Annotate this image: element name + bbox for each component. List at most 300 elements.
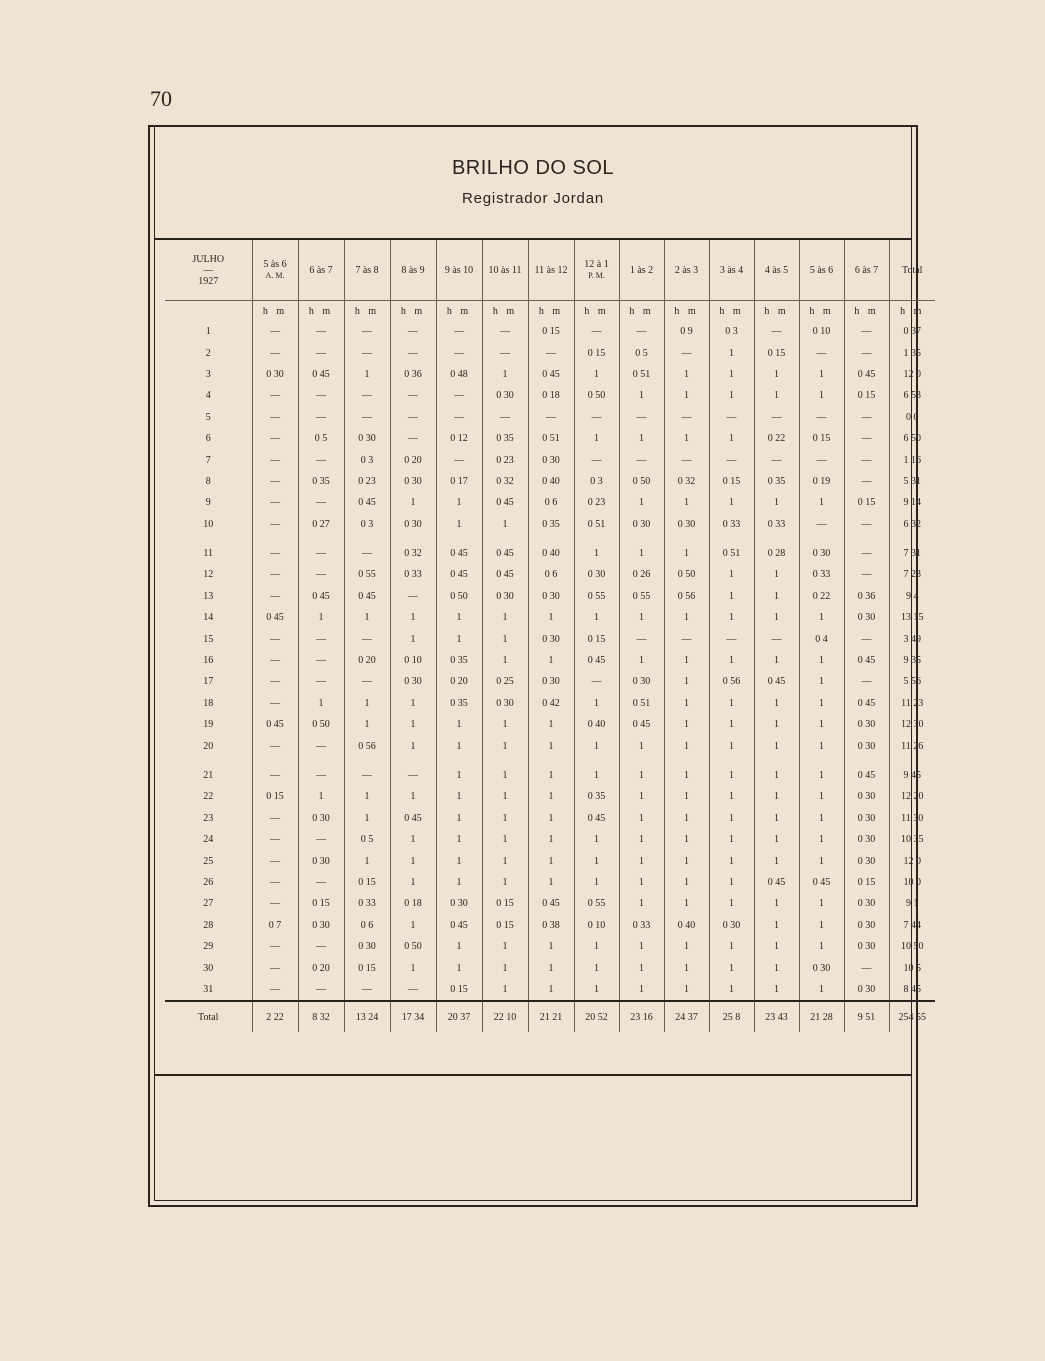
hour-cell: 1	[482, 850, 528, 871]
hour-cell: 1	[482, 607, 528, 628]
hour-cell: 1	[390, 829, 436, 850]
hour-cell: 1	[390, 714, 436, 735]
hour-cell: 0 10	[390, 650, 436, 671]
spacer-cell	[252, 757, 298, 765]
hour-cell: 0 40	[664, 915, 709, 936]
hour-cell: —	[844, 471, 889, 492]
hour-cell: —	[528, 407, 574, 428]
table-row	[165, 693, 935, 714]
hour-cell: 1	[436, 735, 482, 756]
table-row	[165, 872, 935, 893]
hour-cell: 0 55	[574, 893, 619, 914]
hour-cell: 0 10	[799, 321, 844, 342]
hour-cell: 1	[390, 957, 436, 978]
hour-cell: 0 30	[619, 671, 664, 692]
column-total-cell: 22 10	[482, 1001, 528, 1032]
hour-cell: 0 45	[436, 543, 482, 564]
hour-cell: 0 10	[574, 915, 619, 936]
hour-cell: —	[390, 979, 436, 1001]
hour-cell: —	[298, 492, 344, 513]
hour-cell: 0 23	[574, 492, 619, 513]
column-header: 5 às 6 A. M.	[252, 240, 298, 301]
hour-cell: 1	[528, 936, 574, 957]
day-cell: 8	[205, 475, 211, 487]
hour-cell: 0 33	[709, 514, 754, 535]
hour-cell: —	[844, 514, 889, 535]
table-row	[165, 364, 935, 385]
hour-cell: —	[252, 671, 298, 692]
hour-cell: 0 33	[390, 564, 436, 585]
hour-cell: 1	[664, 735, 709, 756]
hour-cell: 1	[799, 936, 844, 957]
hour-cell: —	[252, 449, 298, 470]
page-number: 70	[150, 86, 172, 111]
hour-cell: 0 30	[844, 735, 889, 756]
hour-cell: —	[298, 564, 344, 585]
hour-cell: 1	[436, 829, 482, 850]
hour-cell: 1	[664, 364, 709, 385]
hour-cell: 1	[799, 714, 844, 735]
spacer-cell	[664, 535, 709, 543]
hour-cell: 1	[619, 893, 664, 914]
total-cell: 0 37	[889, 321, 935, 342]
hour-cell: —	[298, 407, 344, 428]
hour-cell: 1	[528, 714, 574, 735]
hour-cell: 1	[482, 872, 528, 893]
hour-cell: 1	[344, 607, 390, 628]
spacer-cell	[889, 757, 935, 765]
hour-cell: 1	[754, 735, 799, 756]
hour-cell: —	[844, 543, 889, 564]
table-row	[165, 385, 935, 406]
hour-cell: 1	[754, 829, 799, 850]
hour-cell: 1	[709, 586, 754, 607]
day-cell: 7	[205, 454, 211, 466]
table-frame	[148, 125, 926, 1207]
spacer-cell	[709, 757, 754, 765]
hour-cell: 1	[619, 786, 664, 807]
unit-cell: h m	[574, 301, 619, 322]
hour-cell: 0 23	[482, 449, 528, 470]
total-cell: 5 31	[889, 471, 935, 492]
spacer-cell	[844, 757, 889, 765]
column-header: 5 às 6	[799, 240, 844, 301]
total-cell: 11 26	[889, 735, 935, 756]
spacer-row	[165, 757, 935, 765]
hour-cell: 0 15	[754, 342, 799, 363]
hour-cell: 0 15	[844, 872, 889, 893]
hour-cell: 0 3	[344, 449, 390, 470]
table-row	[165, 471, 935, 492]
hour-cell: 1	[482, 936, 528, 957]
column-total-cell: 13 24	[344, 1001, 390, 1032]
table-row	[165, 893, 935, 914]
hour-cell: 0 45	[754, 671, 799, 692]
column-total-cell: 23 43	[754, 1001, 799, 1032]
table-row	[165, 543, 935, 564]
hour-cell: 1	[799, 492, 844, 513]
hour-cell: 1	[528, 650, 574, 671]
table-row	[165, 564, 935, 585]
hour-cell: —	[799, 514, 844, 535]
hour-cell: 0 45	[390, 808, 436, 829]
total-cell: 11 30	[889, 808, 935, 829]
unit-cell: h m	[298, 301, 344, 322]
hour-cell: 0 50	[298, 714, 344, 735]
hour-cell: 0 48	[436, 364, 482, 385]
hour-cell: 1	[482, 714, 528, 735]
table-row	[165, 428, 935, 449]
hour-cell: 0 22	[799, 586, 844, 607]
day-cell: 22	[203, 791, 214, 803]
spacer-cell	[528, 757, 574, 765]
hour-cell: —	[298, 342, 344, 363]
day-cell: 2	[205, 347, 211, 359]
hour-cell: —	[344, 385, 390, 406]
hour-cell: 1	[298, 607, 344, 628]
hour-cell: 0 15	[574, 628, 619, 649]
hour-cell: —	[844, 671, 889, 692]
header-row	[165, 240, 935, 301]
hour-cell: 1	[754, 979, 799, 1001]
hour-cell: 1	[436, 514, 482, 535]
hour-cell: —	[390, 407, 436, 428]
hour-cell: 0 56	[709, 671, 754, 692]
hour-cell: —	[298, 385, 344, 406]
total-cell: 11 23	[889, 693, 935, 714]
hour-cell: —	[390, 321, 436, 342]
hour-cell: —	[252, 936, 298, 957]
hour-cell: 0 30	[298, 915, 344, 936]
hour-cell: —	[298, 543, 344, 564]
hour-cell: 1	[799, 829, 844, 850]
hour-cell: 0 51	[528, 428, 574, 449]
total-cell: 9 1	[889, 893, 935, 914]
hour-cell: 1	[664, 714, 709, 735]
hour-cell: —	[252, 543, 298, 564]
hour-cell: 0 35	[528, 514, 574, 535]
day-cell: 15	[203, 633, 214, 645]
day-cell: 31	[203, 983, 214, 995]
hour-cell: —	[390, 586, 436, 607]
bottom-rule	[154, 1074, 912, 1076]
table-row	[165, 915, 935, 936]
table-row	[165, 786, 935, 807]
hour-cell: 1	[709, 385, 754, 406]
hour-cell: 1	[528, 979, 574, 1001]
hour-cell: 1	[754, 936, 799, 957]
hour-cell: —	[252, 808, 298, 829]
hour-cell: 1	[344, 808, 390, 829]
hour-cell: —	[754, 321, 799, 342]
hour-cell: —	[619, 407, 664, 428]
hour-cell: 0 20	[298, 957, 344, 978]
hour-cell: —	[390, 765, 436, 786]
hour-cell: —	[252, 650, 298, 671]
units-row	[165, 301, 935, 322]
hour-cell: 1	[574, 693, 619, 714]
hour-cell: 0 30	[844, 915, 889, 936]
unit-cell: h m	[252, 301, 298, 322]
hour-cell: 0 30	[482, 385, 528, 406]
column-total-cell: 25 8	[709, 1001, 754, 1032]
hour-cell: —	[844, 628, 889, 649]
day-cell: 17	[203, 676, 214, 688]
hour-cell: 0 55	[574, 586, 619, 607]
hour-cell: 1	[664, 693, 709, 714]
hour-cell: 1	[754, 586, 799, 607]
hour-cell: 0 33	[799, 564, 844, 585]
hour-cell: —	[436, 321, 482, 342]
total-cell: 12 0	[889, 364, 935, 385]
hour-cell: 1	[619, 808, 664, 829]
column-header: 4 às 5	[754, 240, 799, 301]
totals-label: Total	[165, 1001, 252, 1032]
hour-cell: 0 45	[482, 492, 528, 513]
hour-cell: 1	[390, 850, 436, 871]
hour-cell: —	[844, 321, 889, 342]
hour-cell: 0 17	[436, 471, 482, 492]
hour-cell: 0 15	[844, 492, 889, 513]
hour-cell: 0 30	[664, 514, 709, 535]
hour-cell: 0 30	[844, 714, 889, 735]
hour-cell: 0 30	[844, 936, 889, 957]
day-cell: 9	[205, 497, 211, 509]
hour-cell: —	[619, 321, 664, 342]
column-header: 9 às 10	[436, 240, 482, 301]
hour-cell: —	[298, 936, 344, 957]
hour-cell: 0 45	[619, 714, 664, 735]
hour-cell: 1	[709, 808, 754, 829]
hour-cell: —	[252, 321, 298, 342]
table-title: BRILHO DO SOL	[451, 157, 615, 179]
hour-cell: 1	[709, 765, 754, 786]
hour-cell: 1	[709, 979, 754, 1001]
spacer-cell	[528, 535, 574, 543]
hour-cell: 1	[390, 735, 436, 756]
hour-cell: 0 20	[436, 671, 482, 692]
hour-cell: —	[252, 586, 298, 607]
hour-cell: 1	[482, 786, 528, 807]
hour-cell: 0 45	[754, 872, 799, 893]
hour-cell: —	[298, 872, 344, 893]
hour-cell: 1	[574, 735, 619, 756]
hour-cell: 1	[709, 428, 754, 449]
hour-cell: 0 30	[252, 364, 298, 385]
hour-cell: 0 30	[709, 915, 754, 936]
hour-cell: 1	[799, 607, 844, 628]
hour-cell: 0 15	[709, 471, 754, 492]
spacer-row	[165, 535, 935, 543]
hour-cell: 1	[482, 957, 528, 978]
day-cell: 10	[203, 518, 214, 530]
column-header: 3 às 4	[709, 240, 754, 301]
hour-cell: 0 18	[528, 385, 574, 406]
hour-cell: 0 35	[482, 428, 528, 449]
hour-cell: 1	[482, 628, 528, 649]
spacer-cell	[664, 757, 709, 765]
hour-cell: 0 30	[298, 808, 344, 829]
hour-cell: 0 45	[574, 650, 619, 671]
hour-cell: 1	[619, 492, 664, 513]
spacer-cell	[754, 757, 799, 765]
table-row	[165, 607, 935, 628]
hour-cell: 0 33	[619, 915, 664, 936]
hour-cell: 0 45	[574, 808, 619, 829]
hour-cell: 1	[436, 492, 482, 513]
hour-cell: —	[252, 407, 298, 428]
spacer-cell	[390, 535, 436, 543]
hour-cell: 1	[619, 385, 664, 406]
table-row	[165, 979, 935, 1001]
hour-cell: 1	[344, 693, 390, 714]
hour-cell: —	[390, 385, 436, 406]
day-cell: 1	[205, 326, 211, 338]
hour-cell: 0 30	[344, 936, 390, 957]
unit-cell: h m	[344, 301, 390, 322]
hour-cell: —	[344, 765, 390, 786]
hour-cell: 0 40	[574, 714, 619, 735]
day-cell: 13	[203, 590, 214, 602]
hour-cell: 1	[344, 786, 390, 807]
hour-cell: —	[252, 492, 298, 513]
column-total-cell: 20 37	[436, 1001, 482, 1032]
hour-cell: 0 51	[709, 543, 754, 564]
hour-cell: 1	[799, 735, 844, 756]
hour-cell: 0 33	[344, 893, 390, 914]
hour-cell: 1	[664, 957, 709, 978]
hour-cell: 1	[664, 850, 709, 871]
hour-cell: 1	[709, 786, 754, 807]
hour-cell: 0 38	[528, 915, 574, 936]
total-cell: 6 32	[889, 514, 935, 535]
hour-cell: 0 45	[436, 564, 482, 585]
spacer-cell	[619, 757, 664, 765]
hour-cell: 1	[664, 428, 709, 449]
hour-cell: 1	[574, 607, 619, 628]
hour-cell: —	[344, 407, 390, 428]
hour-cell: 0 30	[436, 893, 482, 914]
hour-cell: 1	[574, 936, 619, 957]
day-cell: 4	[205, 390, 211, 402]
hour-cell: 0 45	[799, 872, 844, 893]
hour-cell: 1	[754, 786, 799, 807]
hour-cell: 1	[754, 650, 799, 671]
hour-cell: 1	[436, 714, 482, 735]
hour-cell: 1	[664, 893, 709, 914]
hour-cell: 0 15	[252, 786, 298, 807]
hour-cell: —	[799, 449, 844, 470]
hour-cell: 0 20	[344, 650, 390, 671]
hour-cell: 0 32	[664, 471, 709, 492]
day-cell: 16	[203, 655, 214, 667]
spacer-cell	[298, 757, 344, 765]
day-cell: 25	[203, 855, 214, 867]
hour-cell: 1	[664, 671, 709, 692]
spacer-cell	[754, 535, 799, 543]
hour-cell: 0 35	[298, 471, 344, 492]
hour-cell: 1	[709, 872, 754, 893]
unit-cell: h m	[482, 301, 528, 322]
hour-cell: —	[664, 628, 709, 649]
table-row	[165, 449, 935, 470]
hour-cell: 1	[754, 364, 799, 385]
hour-cell: 1	[799, 650, 844, 671]
hour-cell: —	[844, 407, 889, 428]
hour-cell: —	[390, 342, 436, 363]
hour-cell: 1	[528, 872, 574, 893]
table-row	[165, 850, 935, 871]
hour-cell: 0 15	[344, 872, 390, 893]
hour-cell: 0 56	[344, 735, 390, 756]
column-total-cell: 2 22	[252, 1001, 298, 1032]
hour-cell: 0 26	[619, 564, 664, 585]
hour-cell: 0 3	[344, 514, 390, 535]
hour-cell: —	[298, 671, 344, 692]
hour-cell: 1	[574, 543, 619, 564]
hour-cell: 0 51	[574, 514, 619, 535]
hour-cell: 1	[754, 385, 799, 406]
hour-cell: 1	[482, 735, 528, 756]
hour-cell: 1	[664, 786, 709, 807]
hour-cell: 1	[619, 735, 664, 756]
hour-cell: 1	[436, 850, 482, 871]
hour-cell: 0 6	[344, 915, 390, 936]
spacer-cell	[619, 535, 664, 543]
hour-cell: —	[252, 957, 298, 978]
hour-cell: —	[799, 342, 844, 363]
hour-cell: —	[344, 979, 390, 1001]
hour-cell: 1	[528, 957, 574, 978]
column-header: 2 às 3	[664, 240, 709, 301]
hour-cell: 1	[664, 872, 709, 893]
hour-cell: 1	[390, 492, 436, 513]
hour-cell: 1	[619, 543, 664, 564]
hour-cell: 0 30	[574, 564, 619, 585]
hour-cell: 1	[664, 650, 709, 671]
hour-cell: 0 30	[528, 671, 574, 692]
hour-cell: 0 42	[528, 693, 574, 714]
spacer-cell	[574, 535, 619, 543]
hour-cell: —	[344, 628, 390, 649]
hour-cell: 1	[528, 850, 574, 871]
hour-cell: 0 7	[252, 915, 298, 936]
day-cell: 24	[203, 834, 214, 846]
hour-cell: —	[754, 628, 799, 649]
column-header: 12 à 1 P. M.	[574, 240, 619, 301]
day-cell: 12	[203, 569, 214, 581]
hour-cell: 1	[528, 829, 574, 850]
hour-cell: —	[664, 449, 709, 470]
column-total-cell: 8 32	[298, 1001, 344, 1032]
total-cell: 10 5	[889, 957, 935, 978]
day-cell: 14	[203, 612, 214, 624]
hour-cell: 1	[436, 957, 482, 978]
spacer-cell	[298, 535, 344, 543]
hour-cell: 1	[344, 850, 390, 871]
hour-cell: 1	[298, 693, 344, 714]
unit-cell	[165, 301, 252, 322]
hour-cell: 1	[528, 607, 574, 628]
hour-cell: —	[436, 385, 482, 406]
hour-cell: 0 35	[754, 471, 799, 492]
hour-cell: 1	[528, 786, 574, 807]
hour-cell: —	[619, 449, 664, 470]
column-total-cell: 17 34	[390, 1001, 436, 1032]
hour-cell: 1	[482, 364, 528, 385]
hour-cell: 0 30	[528, 628, 574, 649]
table-row	[165, 765, 935, 786]
